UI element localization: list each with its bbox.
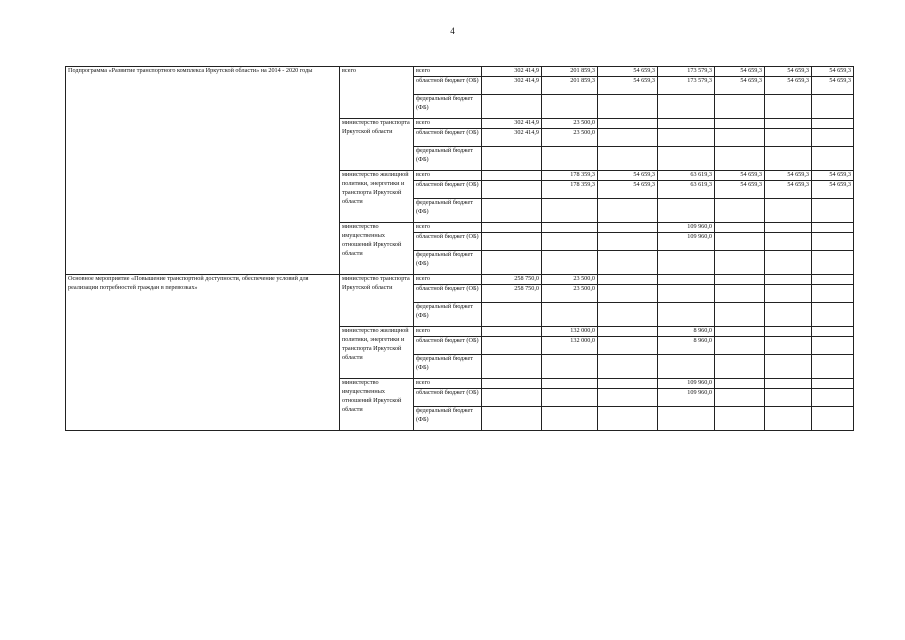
value-cell: 54 659,3 — [598, 67, 658, 77]
value-cell — [482, 94, 542, 118]
value-cell — [715, 274, 765, 284]
funding-source-cell: областной бюджет (ОБ) — [414, 388, 482, 406]
value-cell — [598, 118, 658, 128]
value-cell — [812, 118, 854, 128]
funding-source-cell: всего — [414, 170, 482, 180]
value-cell: 173 579,3 — [658, 67, 715, 77]
value-cell — [812, 406, 854, 430]
value-cell — [715, 146, 765, 170]
funding-source-cell: всего — [414, 67, 482, 77]
value-cell — [598, 388, 658, 406]
value-cell — [765, 250, 812, 274]
value-cell — [765, 354, 812, 378]
value-cell: 173 579,3 — [658, 76, 715, 94]
value-cell: 8 960,0 — [658, 336, 715, 354]
value-cell: 54 659,3 — [812, 170, 854, 180]
value-cell: 54 659,3 — [715, 76, 765, 94]
funding-source-cell: федеральный бюджет (ФБ) — [414, 94, 482, 118]
value-cell — [812, 388, 854, 406]
program-title: Основное мероприятие «Повышение транспортной доступности, обеспечение условий для реализации потребностей граждан в перевозках» — [66, 274, 340, 430]
value-cell — [482, 302, 542, 326]
value-cell — [812, 250, 854, 274]
executor-cell: министерство имущественных отношений Иркутской области — [340, 378, 414, 430]
page-number: 4 — [450, 26, 455, 36]
value-cell — [765, 388, 812, 406]
value-cell — [542, 94, 598, 118]
value-cell: 54 659,3 — [765, 170, 812, 180]
value-cell — [598, 284, 658, 302]
value-cell — [658, 128, 715, 146]
value-cell — [542, 232, 598, 250]
funding-source-cell: федеральный бюджет (ФБ) — [414, 354, 482, 378]
value-cell — [812, 354, 854, 378]
value-cell — [482, 378, 542, 388]
value-cell — [715, 388, 765, 406]
value-cell — [542, 406, 598, 430]
value-cell: 54 659,3 — [598, 170, 658, 180]
value-cell — [598, 198, 658, 222]
value-cell — [658, 274, 715, 284]
executor-cell: всего — [340, 67, 414, 119]
value-cell: 23 500,0 — [542, 128, 598, 146]
value-cell: 258 750,0 — [482, 274, 542, 284]
value-cell — [715, 198, 765, 222]
value-cell — [598, 94, 658, 118]
value-cell — [812, 198, 854, 222]
value-cell — [598, 326, 658, 336]
value-cell — [765, 128, 812, 146]
value-cell: 23 500,0 — [542, 284, 598, 302]
program-title: Подпрограмма «Развитие транспортного комплекса Иркутской области» на 2014 - 2020 годы — [66, 67, 340, 275]
value-cell: 8 960,0 — [658, 326, 715, 336]
value-cell — [542, 388, 598, 406]
value-cell — [765, 274, 812, 284]
value-cell — [812, 94, 854, 118]
value-cell — [482, 222, 542, 232]
value-cell: 23 500,0 — [542, 118, 598, 128]
value-cell — [715, 128, 765, 146]
value-cell — [598, 378, 658, 388]
value-cell: 302 414,9 — [482, 67, 542, 77]
value-cell — [658, 118, 715, 128]
value-cell — [482, 354, 542, 378]
funding-source-cell: всего — [414, 378, 482, 388]
value-cell — [715, 222, 765, 232]
value-cell — [482, 180, 542, 198]
value-cell: 178 359,3 — [542, 180, 598, 198]
funding-source-cell: всего — [414, 118, 482, 128]
value-cell — [765, 378, 812, 388]
funding-source-cell: федеральный бюджет (ФБ) — [414, 302, 482, 326]
value-cell — [715, 336, 765, 354]
value-cell — [658, 146, 715, 170]
value-cell — [715, 94, 765, 118]
value-cell — [715, 354, 765, 378]
value-cell — [765, 146, 812, 170]
value-cell — [812, 222, 854, 232]
value-cell — [482, 232, 542, 250]
value-cell — [812, 336, 854, 354]
value-cell — [715, 250, 765, 274]
value-cell: 302 414,9 — [482, 118, 542, 128]
value-cell: 132 000,0 — [542, 326, 598, 336]
funding-source-cell: областной бюджет (ОБ) — [414, 284, 482, 302]
funding-source-cell: областной бюджет (ОБ) — [414, 232, 482, 250]
value-cell — [715, 378, 765, 388]
value-cell — [812, 274, 854, 284]
value-cell — [765, 232, 812, 250]
value-cell — [598, 128, 658, 146]
value-cell — [812, 302, 854, 326]
funding-source-cell: федеральный бюджет (ФБ) — [414, 406, 482, 430]
value-cell — [658, 94, 715, 118]
value-cell — [542, 302, 598, 326]
value-cell — [598, 354, 658, 378]
value-cell — [715, 232, 765, 250]
value-cell — [715, 302, 765, 326]
value-cell: 132 000,0 — [542, 336, 598, 354]
value-cell — [765, 94, 812, 118]
funding-source-cell: всего — [414, 222, 482, 232]
funding-source-cell: областной бюджет (ОБ) — [414, 76, 482, 94]
value-cell — [482, 326, 542, 336]
value-cell: 109 960,0 — [658, 222, 715, 232]
value-cell: 54 659,3 — [812, 180, 854, 198]
value-cell — [812, 128, 854, 146]
value-cell — [598, 222, 658, 232]
value-cell — [598, 146, 658, 170]
value-cell — [765, 326, 812, 336]
value-cell — [482, 170, 542, 180]
funding-source-cell: областной бюджет (ОБ) — [414, 128, 482, 146]
value-cell — [765, 284, 812, 302]
value-cell — [715, 284, 765, 302]
value-cell — [812, 378, 854, 388]
executor-cell: министерство жилищной политики, энергетики и транспорта Иркутской области — [340, 170, 414, 222]
value-cell: 54 659,3 — [765, 76, 812, 94]
value-cell: 63 619,3 — [658, 170, 715, 180]
value-cell: 54 659,3 — [715, 170, 765, 180]
value-cell — [542, 146, 598, 170]
executor-cell: министерство жилищной политики, энергетики и транспорта Иркутской области — [340, 326, 414, 378]
value-cell — [658, 406, 715, 430]
value-cell: 302 414,9 — [482, 128, 542, 146]
value-cell: 54 659,3 — [765, 67, 812, 77]
value-cell — [765, 336, 812, 354]
value-cell — [542, 250, 598, 274]
value-cell — [542, 378, 598, 388]
value-cell — [542, 354, 598, 378]
value-cell: 201 859,3 — [542, 76, 598, 94]
value-cell — [598, 302, 658, 326]
value-cell — [598, 232, 658, 250]
value-cell — [598, 336, 658, 354]
value-cell — [658, 354, 715, 378]
value-cell — [542, 222, 598, 232]
value-cell — [542, 198, 598, 222]
funding-source-cell: федеральный бюджет (ФБ) — [414, 250, 482, 274]
value-cell — [482, 336, 542, 354]
value-cell: 201 859,3 — [542, 67, 598, 77]
value-cell — [765, 406, 812, 430]
value-cell — [598, 274, 658, 284]
value-cell — [482, 406, 542, 430]
executor-cell: министерство транспорта Иркутской области — [340, 118, 414, 170]
executor-cell: министерство имущественных отношений Иркутской области — [340, 222, 414, 274]
table-row — [66, 274, 854, 284]
value-cell — [765, 198, 812, 222]
value-cell: 109 960,0 — [658, 378, 715, 388]
value-cell — [658, 284, 715, 302]
value-cell — [598, 250, 658, 274]
value-cell — [765, 118, 812, 128]
value-cell — [482, 146, 542, 170]
value-cell: 23 500,0 — [542, 274, 598, 284]
value-cell — [715, 406, 765, 430]
value-cell — [658, 250, 715, 274]
executor-cell: министерство транспорта Иркутской области — [340, 274, 414, 326]
funding-source-cell: областной бюджет (ОБ) — [414, 180, 482, 198]
value-cell — [658, 198, 715, 222]
value-cell — [765, 302, 812, 326]
value-cell — [598, 406, 658, 430]
funding-source-cell: федеральный бюджет (ФБ) — [414, 198, 482, 222]
value-cell — [812, 146, 854, 170]
value-cell — [658, 302, 715, 326]
value-cell: 178 359,3 — [542, 170, 598, 180]
value-cell: 54 659,3 — [715, 180, 765, 198]
value-cell: 258 750,0 — [482, 284, 542, 302]
funding-source-cell: всего — [414, 274, 482, 284]
value-cell — [812, 284, 854, 302]
value-cell: 302 414,9 — [482, 76, 542, 94]
budget-table — [65, 66, 854, 431]
value-cell: 54 659,3 — [765, 180, 812, 198]
funding-source-cell: федеральный бюджет (ФБ) — [414, 146, 482, 170]
value-cell — [812, 232, 854, 250]
value-cell — [812, 326, 854, 336]
value-cell — [482, 250, 542, 274]
value-cell: 63 619,3 — [658, 180, 715, 198]
value-cell — [482, 388, 542, 406]
value-cell: 54 659,3 — [812, 76, 854, 94]
table-row — [66, 67, 854, 77]
funding-source-cell: областной бюджет (ОБ) — [414, 336, 482, 354]
value-cell — [715, 326, 765, 336]
value-cell — [715, 118, 765, 128]
value-cell — [482, 198, 542, 222]
value-cell: 54 659,3 — [598, 76, 658, 94]
value-cell — [765, 222, 812, 232]
funding-source-cell: всего — [414, 326, 482, 336]
value-cell: 54 659,3 — [598, 180, 658, 198]
value-cell: 54 659,3 — [715, 67, 765, 77]
value-cell: 54 659,3 — [812, 67, 854, 77]
value-cell: 109 960,0 — [658, 232, 715, 250]
value-cell: 109 960,0 — [658, 388, 715, 406]
